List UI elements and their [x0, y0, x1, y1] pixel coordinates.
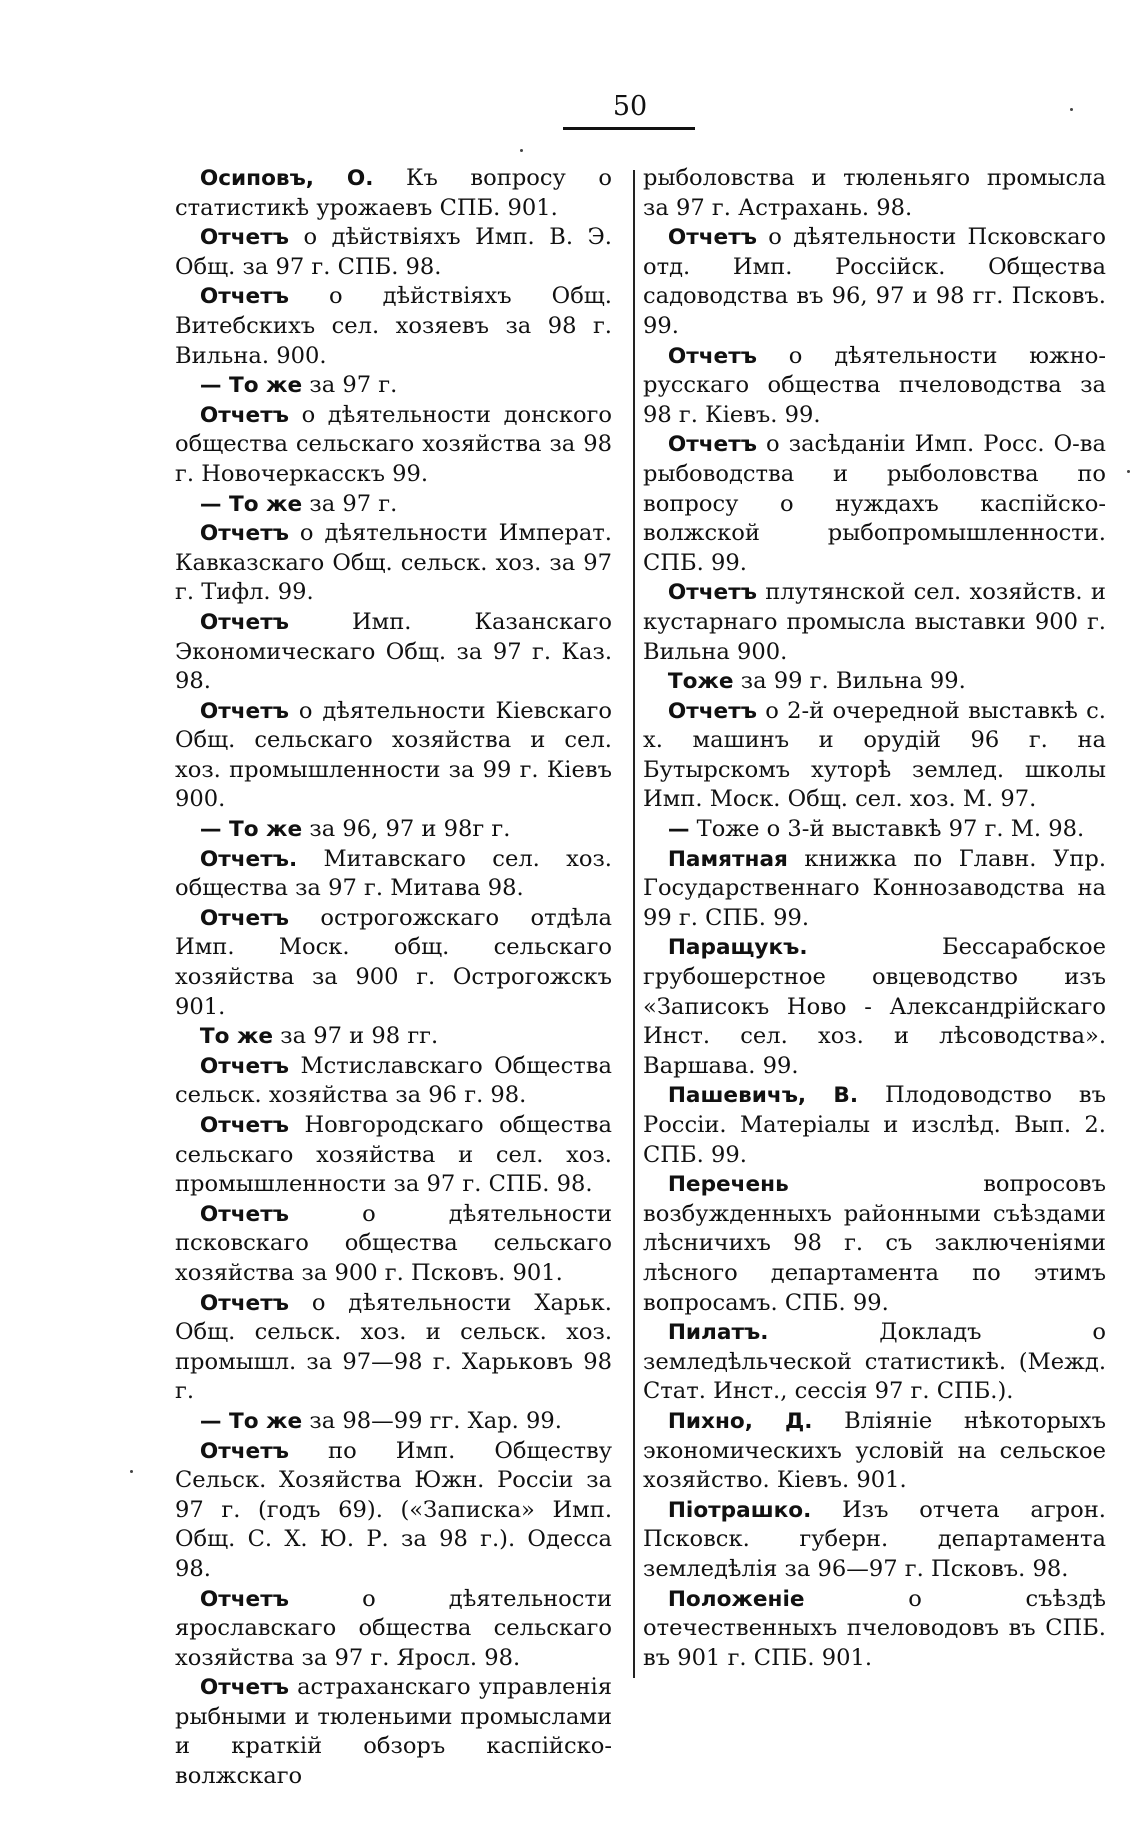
entry-heading: Отчетъ — [199, 905, 289, 931]
entry-heading: Отчетъ — [199, 609, 289, 635]
bibliography-entry — [175, 490, 612, 520]
column-divider — [633, 170, 635, 1678]
bibliography-entry — [175, 1289, 612, 1407]
bibliography-entry — [643, 845, 1106, 934]
entry-heading: Отчетъ — [199, 1586, 289, 1612]
entry-text: о засѣданіи Имп. Росс. О-ва рыбоводства и рыболовства по вопросу о нуждахъ каспійско-волжской рыбопромышленности. СПБ. 99. — [643, 431, 1106, 576]
bibliography-entry — [643, 164, 1106, 223]
entry-text: о дѣятельности Кіевскаго Общ. сельскаго хозяйства и сел. хоз. промышленности за 99 г. Кіевъ 900. — [175, 697, 612, 813]
scan-speck — [1070, 108, 1073, 111]
bibliography-entry — [643, 1496, 1106, 1585]
entry-text: о дѣятельности псковскаго общества сельскаго хозяйства за 900 г. Псковъ. 901. — [175, 1200, 612, 1286]
entry-text: Имп. Казанскаго Экономическаго Общ. за 97 г. Каз. 98. — [175, 608, 612, 695]
bibliography-entry — [643, 1170, 1106, 1318]
entry-heading: Отчетъ — [199, 521, 289, 547]
entry-heading: Отчетъ — [199, 1201, 289, 1227]
entry-heading: Положеніе — [667, 1586, 805, 1612]
scan-speck — [520, 149, 523, 152]
entry-heading: Тоже — [667, 669, 734, 695]
entry-heading: Отчетъ — [199, 1053, 289, 1079]
entry-heading: Отчетъ — [199, 1438, 289, 1464]
bibliography-entry — [175, 697, 612, 815]
bibliography-entry — [175, 519, 612, 608]
page-number: 50 — [612, 91, 648, 122]
entry-heading: Отчетъ — [199, 1675, 289, 1701]
entry-heading: Отчетъ — [199, 284, 289, 310]
entry-heading: Осиповъ, О. — [199, 166, 374, 191]
entry-text: Новгородскаго общества сельскаго хозяйства и сел. хоз. промышленности за 97 г. СПБ. 98. — [175, 1112, 612, 1198]
bibliography-entry — [643, 1585, 1106, 1674]
bibliography-entry — [175, 164, 612, 223]
entry-heading: То же — [199, 1024, 274, 1050]
entry-text: о дѣятельности донского общества сельскаго хозяйства за 98 г. Новочеркасскъ 99. — [175, 401, 612, 487]
entry-text: Бессарабское грубошерстное овцеводство изъ «Записокъ Ново - Александрійскаго Инст. сел. хоз. и лѣсоводства». Варшава. 99. — [643, 934, 1106, 1079]
bibliography-entry — [175, 1111, 612, 1200]
entry-heading: Отчетъ — [667, 432, 757, 458]
entry-heading: Отчетъ. — [199, 846, 298, 872]
entry-heading: — — [667, 817, 690, 843]
entry-text: о дѣйствіяхъ Общ. Витебскихъ сел. хозяевъ за 98 г. Вильна. 900. — [175, 283, 612, 369]
bibliography-entry — [643, 815, 1106, 845]
entry-text: о съѣздѣ отечественныхъ пчеловодовъ въ СПБ. въ 901 г. СПБ. 901. — [643, 1585, 1106, 1671]
entry-text: по Имп. Обществу Сельск. Хозяйства Южн. Россіи за 97 г. (годъ 69). («Записка» Имп. Общ. С. Х. Ю. Р. за 98 г.). Одесса 98. — [175, 1437, 612, 1582]
entry-text: плутянской сел. хозяйств. и кустарнаго промысла выставки 900 г. Вильна 900. — [643, 579, 1106, 665]
entry-text: Вліяніе нѣкоторыхъ экономическихъ условій на сельское хозяйство. Кіевъ. 901. — [643, 1407, 1106, 1494]
bibliography-entry — [175, 1022, 612, 1052]
entry-text: Тоже о 3-й выставкѣ 97 г. М. 98. — [689, 816, 1085, 843]
bibliography-entry — [643, 697, 1106, 815]
entry-text: астраханскаго управленія рыбными и тюленьими промыслами и краткій обзоръ каспійско-волжскаго — [175, 1674, 612, 1790]
entry-heading: Пихно, Д. — [667, 1408, 813, 1434]
entry-text: рыболовства и тюленьяго промысла за 97 г. Астрахань. 98. — [643, 165, 1106, 221]
bibliography-entry — [175, 401, 612, 490]
entry-heading: Отчетъ — [667, 343, 757, 369]
bibliography-entry — [175, 223, 612, 282]
entry-heading: Памятная — [667, 846, 788, 872]
entry-text: вопросовъ возбужденныхъ районными съѣздами лѣсничихъ 98 г. съ заключеніями лѣсного департамента по этимъ вопросамъ. СПБ. 99. — [643, 1171, 1106, 1316]
bibliography-entry — [643, 1318, 1106, 1407]
entry-text: за 98—99 гг. Хар. 99. — [302, 1407, 562, 1434]
bibliography-entry — [643, 933, 1106, 1081]
entry-text: за 96, 97 и 98г г. — [302, 816, 511, 843]
entry-text: за 99 г. Вильна 99. — [733, 668, 966, 695]
scan-speck — [130, 1470, 133, 1473]
entry-heading: Отчетъ — [667, 580, 757, 606]
bibliography-entry — [175, 815, 612, 845]
entry-text: Изъ отчета агрон. Псковск. губерн. департамента земледѣлія за 96—97 г. Псковъ. 98. — [643, 1496, 1106, 1582]
entry-text: о дѣятельности ярославскаго общества сельскаго хозяйства за 97 г. Яросл. 98. — [175, 1585, 612, 1671]
entry-heading: Отчетъ — [199, 402, 289, 428]
bibliography-entry — [175, 282, 612, 371]
entry-text: о 2-й очередной выставкѣ с. х. машинъ и орудій 96 г. на Бутырскомъ хуторѣ землед. школы Имп. Моск. Общ. сел. хоз. М. 97. — [643, 697, 1106, 813]
bibliography-entry — [175, 1407, 612, 1437]
entry-heading: Паращукъ. — [667, 935, 808, 961]
entry-heading: Отчетъ — [199, 698, 289, 724]
bibliography-entry — [175, 608, 612, 697]
entry-heading: Отчетъ — [667, 698, 757, 724]
bibliography-entry — [643, 342, 1106, 431]
bibliography-entry — [175, 1200, 612, 1289]
entry-text: о дѣятельности южно-русскаго общества пчеловодства за 98 г. Кіевъ. 99. — [643, 342, 1106, 428]
entry-text: Мстиславскаго Общества сельск. хозяйства за 96 г. 98. — [175, 1052, 612, 1109]
entry-text: книжка по Главн. Упр. Государственнаго Коннозаводства на 99 г. СПБ. 99. — [643, 845, 1106, 931]
entry-text: Плодоводство въ Россіи. Матеріалы и изслѣд. Вып. 2. СПБ. 99. — [643, 1082, 1106, 1168]
entry-text: о дѣятельности Псковскаго отд. Имп. Россійск. Общества садоводства въ 96, 97 и 98 гг. Псковъ. 99. — [643, 224, 1106, 339]
entry-heading: Отчетъ — [199, 225, 289, 251]
bibliography-entry — [175, 1437, 612, 1585]
entry-text: Докладъ о земледѣльческой статистикѣ. (Межд. Стат. Инст., сессія 97 г. СПБ.). — [643, 1319, 1106, 1405]
entry-heading: Пилатъ. — [667, 1320, 769, 1346]
entry-text: Митавскаго сел. хоз. общества за 97 г. Митава 98. — [175, 845, 612, 902]
entry-heading: — То же — [199, 817, 303, 843]
bibliography-entry — [643, 1081, 1106, 1170]
bibliography-entry — [175, 1673, 612, 1791]
entry-heading: — То же — [199, 491, 303, 517]
entry-text: за 97 и 98 гг. — [273, 1023, 439, 1050]
bibliography-entry — [643, 667, 1106, 697]
entry-heading: Піотрашко. — [667, 1497, 812, 1523]
entry-text: о дѣятельности Императ. Кавказскаго Общ. сельск. хоз. за 97 г. Тифл. 99. — [175, 520, 612, 606]
entry-heading: Перечень — [667, 1172, 789, 1198]
left-column — [175, 164, 612, 1792]
entry-heading: Отчетъ — [199, 1290, 289, 1316]
bibliography-entry — [175, 904, 612, 1022]
bibliography-entry — [175, 1585, 612, 1674]
entry-text: о дѣйствіяхъ Имп. В. Э. Общ. за 97 г. СПБ. 98. — [175, 224, 612, 280]
entry-text: за 97 г. — [302, 490, 398, 517]
entry-text: острогожскаго отдѣла Имп. Моск. общ. сельскаго хозяйства за 900 г. Острогожскъ 901. — [175, 904, 612, 1020]
bibliography-entry — [175, 845, 612, 904]
bibliography-entry — [643, 223, 1106, 341]
entry-heading: Пашевичъ, В. — [667, 1083, 859, 1109]
right-column — [643, 164, 1106, 1673]
entry-heading: — То же — [199, 1408, 303, 1434]
bibliography-entry — [643, 578, 1106, 667]
bibliography-entry — [175, 1052, 612, 1111]
page-number-rule — [563, 127, 695, 130]
bibliography-entry — [643, 430, 1106, 578]
entry-text: Къ вопросу о статистикѣ урожаевъ СПБ. 901. — [175, 165, 612, 221]
scan-speck — [1127, 470, 1130, 473]
bibliography-entry — [175, 371, 612, 401]
entry-heading: — То же — [199, 373, 303, 399]
entry-text: за 97 г. — [302, 372, 398, 399]
entry-heading: Отчетъ — [667, 225, 757, 251]
entry-text: о дѣятельности Харьк. Общ. сельск. хоз. и сельск. хоз. промышл. за 97—98 г. Харьковъ 98 г. — [175, 1289, 612, 1405]
bibliography-entry — [643, 1407, 1106, 1496]
entry-heading: Отчетъ — [199, 1113, 289, 1138]
